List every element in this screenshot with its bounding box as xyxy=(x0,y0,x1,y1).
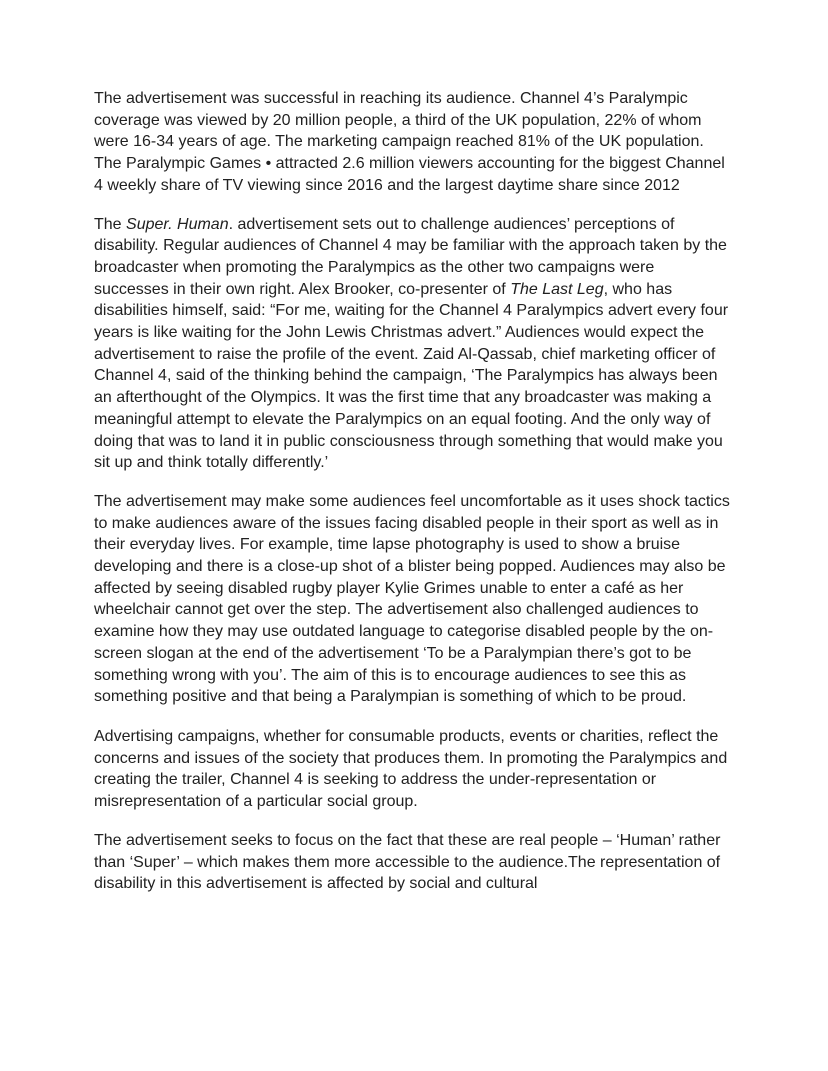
paragraph-segment: The xyxy=(94,215,127,233)
show-title-the-last-leg: The Last Leg xyxy=(510,280,604,298)
paragraph-advertising-campaigns: Advertising campaigns, whether for consumable products, events or charities, reflect the concerns and issues of the society that produces them. In promoting the Paralympics and creating the trailer, Channel 4 is seeking to address the under-representation or misrepresentation of a particular social group. xyxy=(94,727,728,811)
paragraph-audience-reach: The advertisement was successful in reaching its audience. Channel 4’s Paralympic coverage was viewed by 20 million people, a third of the UK population, 22% of whom were 16-34 years of age. The marketing campaign reached 81% of the UK population. The Paralympic Games • attracted 2.6 million viewers accounting for the biggest Channel 4 weekly share of TV viewing since 2016 and the largest daytime share since 2012 xyxy=(94,90,725,194)
paragraph-shock-tactics: The advertisement may make some audiences feel uncomfortable as it uses shock tactics to make audiences aware of the issues facing disabled people in their sport as well as in their everyday lives. For example, time lapse photography is used to show a bruise developing and there is a close-up shot of a blister being popped. Audiences may also be affected by seeing disabled rugby player Kylie Grimes unable to enter a café as her wheelchair cannot get over the step. The advertisement also challenged audiences to examine how they may use outdated language to categorise disabled people by the on-screen slogan at the end of the advertisement ‘To be a Paralympian there’s got to be something wrong with you’. The aim of this is to encourage audiences to see this as something positive and that being a Paralympian is something of which to be proud. xyxy=(94,492,730,706)
advert-title-super-human: Super. Human xyxy=(126,215,229,233)
paragraph-segment: . advertisement sets out to challenge audiences’ perceptions of disability. Regular audiences of Channel 4 may be familiar with the approach taken by the broadcaster when promoting the Paralympics as the other two campaigns were successes in their own right. Alex Brooker, co-presenter of xyxy=(94,215,727,298)
paragraph-super-human-campaign xyxy=(94,214,731,474)
paragraph-real-people: The advertisement seeks to focus on the fact that these are real people – ‘Human’ rather than ‘Super’ – which makes them more accessible to the audience.The representation of disability in this advertisement is affected by social and cultural xyxy=(94,831,721,893)
paragraph-segment: , who has disabilities himself, said: “For me, waiting for the Channel 4 Paralympics advert every four years is like waiting for the John Lewis Christmas advert.” Audiences would expect the advertisement to raise the profile of the event. Zaid Al-Qassab, chief marketing officer of Channel 4, said of the thinking behind the campaign, ‘The Paralympics has always been an afterthought of the Olympics. It was the first time that any broadcaster was making a meaningful attempt to elevate the Paralympics on an equal footing. And the only way of doing that was to land it in public consciousness through something that would make you sit up and think totally differently.’ xyxy=(94,280,729,472)
